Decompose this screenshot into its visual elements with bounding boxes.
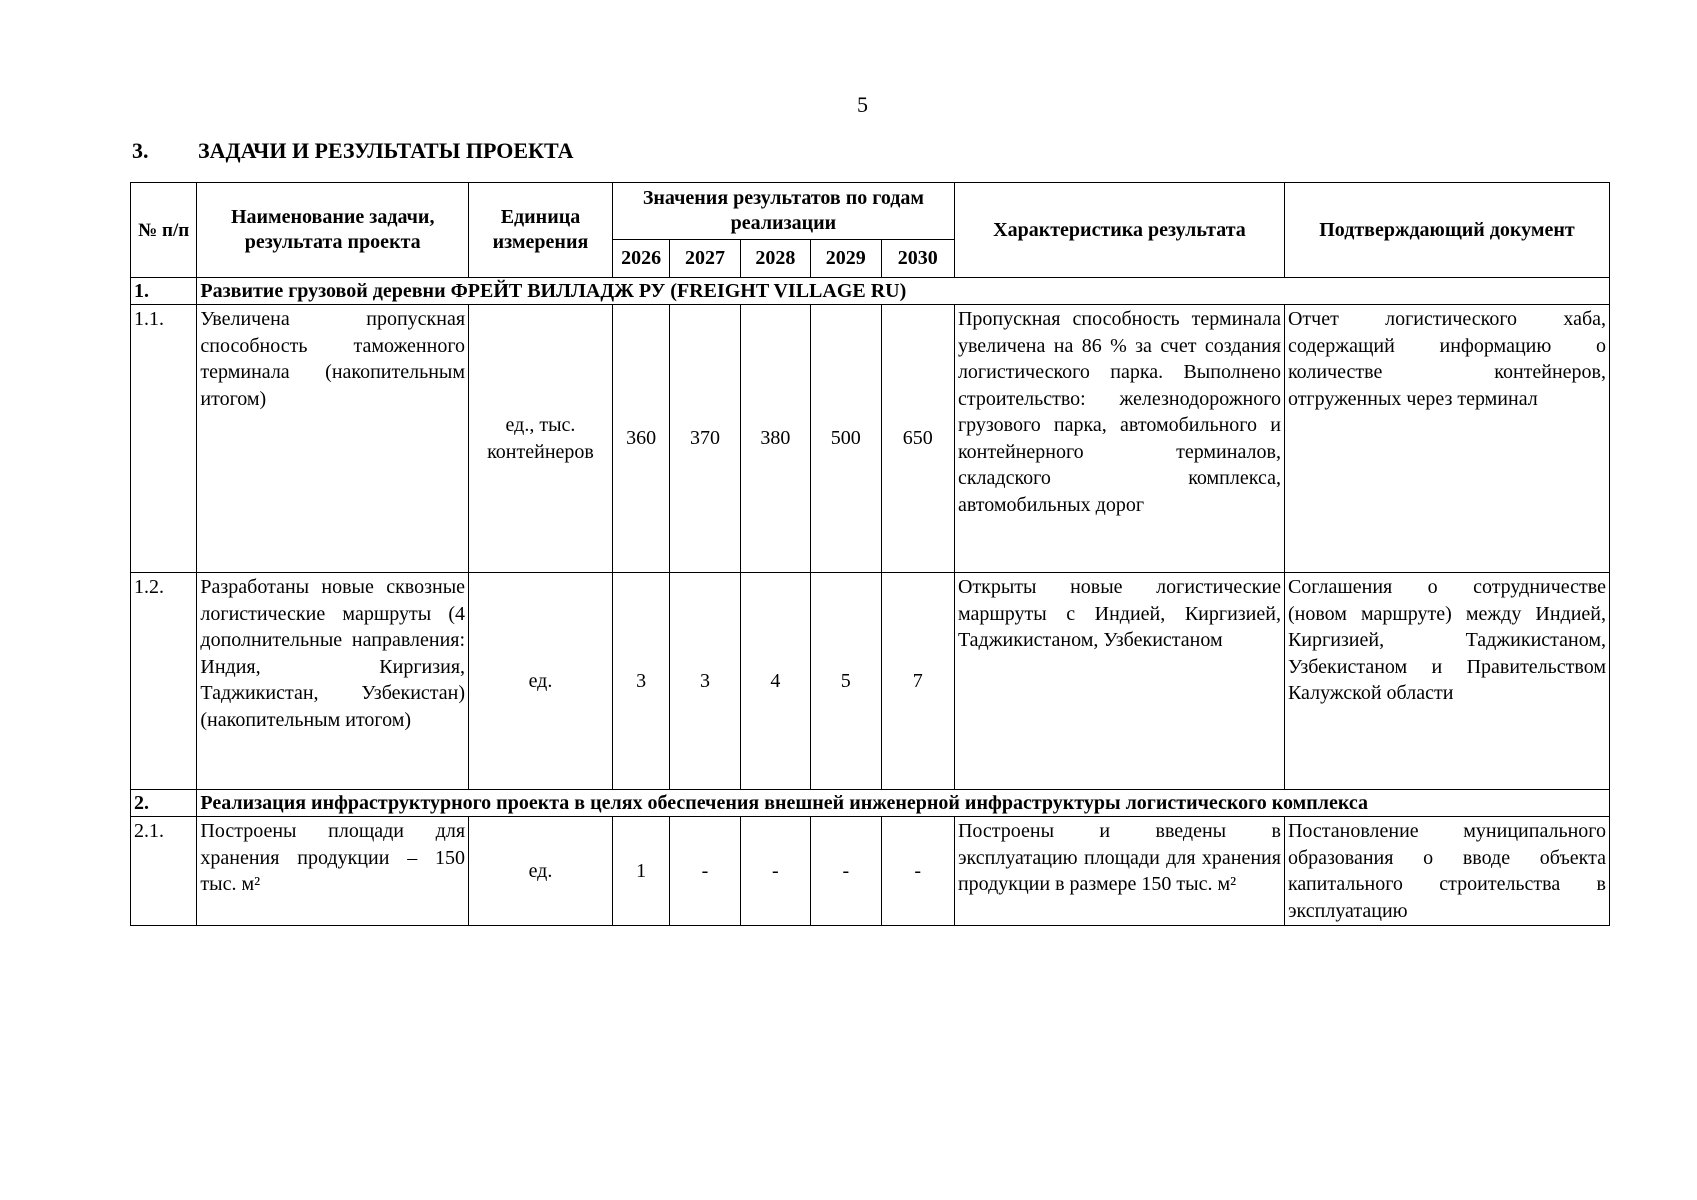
row-name: Увеличена пропускная способность таможенного терминала (накопительным итогом)	[197, 305, 469, 573]
row-name: Разработаны новые сквозные логистические маршруты (4 дополнительные направления: Индия, Киргизия, Таджикистан, Узбекистан) (накопительным итогом)	[197, 573, 469, 790]
row-value-2028: 380	[740, 305, 810, 573]
row-unit: ед., тыс. контейнеров	[469, 305, 613, 573]
row-unit: ед.	[469, 817, 613, 926]
header-year: 2030	[881, 240, 954, 278]
table-row	[131, 305, 1610, 573]
row-value-2027: -	[670, 817, 740, 926]
row-num: 1.1.	[131, 305, 197, 573]
header-values-group: Значения результатов по годам реализации	[612, 183, 954, 240]
table-row	[131, 573, 1610, 790]
row-value-2030: 650	[881, 305, 954, 573]
section-row-2	[131, 790, 1610, 817]
row-value-2029: -	[811, 817, 881, 926]
row-value-2026: 3	[612, 573, 669, 790]
header-year: 2029	[811, 240, 881, 278]
section-number: 3.	[132, 138, 149, 163]
row-value-2030: -	[881, 817, 954, 926]
section-row-1	[131, 278, 1610, 305]
header-row	[131, 183, 1610, 240]
header-year: 2027	[670, 240, 740, 278]
row-characteristic: Построены и введены в эксплуатацию площади для хранения продукции в размере 150 тыс. м²	[954, 817, 1284, 926]
row-value-2028: -	[740, 817, 810, 926]
header-document: Подтверждающий документ	[1284, 183, 1609, 278]
row-name: Построены площади для хранения продукции – 150 тыс. м²	[197, 817, 469, 926]
row-document: Отчет логистического хаба, содержащий информацию о количестве контейнеров, отгруженных через терминал	[1284, 305, 1609, 573]
section-num: 1.	[131, 278, 197, 305]
section-num: 2.	[131, 790, 197, 817]
row-value-2026: 1	[612, 817, 669, 926]
section-title-cell: Реализация инфраструктурного проекта в целях обеспечения внешней инженерной инфраструктуры логистического комплекса	[197, 790, 1610, 817]
row-value-2030: 7	[881, 573, 954, 790]
page-number: 5	[857, 92, 868, 117]
section-title-cell: Развитие грузовой деревни ФРЕЙТ ВИЛЛАДЖ РУ (FREIGHT VILLAGE RU)	[197, 278, 1610, 305]
header-num: № п/п	[131, 183, 197, 278]
section-title: ЗАДАЧИ И РЕЗУЛЬТАТЫ ПРОЕКТА	[198, 138, 574, 163]
row-document: Постановление муниципального образования о вводе объекта капитального строительства в эксплуатацию	[1284, 817, 1609, 926]
table-row	[131, 817, 1610, 926]
header-year: 2028	[740, 240, 810, 278]
header-year: 2026	[612, 240, 669, 278]
header-unit: Единица измерения	[469, 183, 613, 278]
results-table	[130, 182, 1610, 926]
row-value-2029: 5	[811, 573, 881, 790]
row-num: 1.2.	[131, 573, 197, 790]
row-characteristic: Пропускная способность терминала увеличена на 86 % за счет создания логистического парка. Выполнено строительство: железнодорожного грузового парка, автомобильного и контейнерного терминалов, складского комплекса, автомобильных дорог	[954, 305, 1284, 573]
row-value-2026: 360	[612, 305, 669, 573]
row-value-2028: 4	[740, 573, 810, 790]
header-characteristic: Характеристика результата	[954, 183, 1284, 278]
row-characteristic: Открыты новые логистические маршруты с Индией, Киргизией, Таджикистаном, Узбекистаном	[954, 573, 1284, 790]
row-unit: ед.	[469, 573, 613, 790]
section-heading	[132, 138, 573, 164]
row-num: 2.1.	[131, 817, 197, 926]
row-value-2027: 370	[670, 305, 740, 573]
row-value-2027: 3	[670, 573, 740, 790]
row-value-2029: 500	[811, 305, 881, 573]
header-name: Наименование задачи, результата проекта	[197, 183, 469, 278]
row-document: Соглашения о сотрудничестве (новом маршруте) между Индией, Киргизией, Таджикистаном, Узбекистаном и Правительством Калужской области	[1284, 573, 1609, 790]
